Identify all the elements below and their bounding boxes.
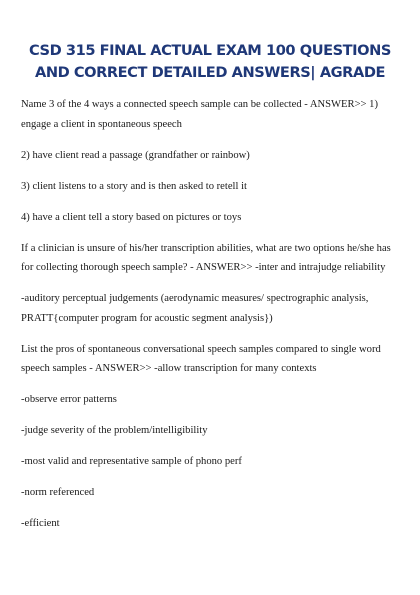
document-body bbox=[21, 95, 400, 545]
paragraph-answer-valid-sample: -most valid and representative sample of phono perf bbox=[21, 456, 242, 467]
paragraph-answer-item-3: 3) client listens to a story and is then asked to retell it bbox=[21, 180, 247, 192]
paragraph-question-2: If a clinician is unsure of his/her transcription abilities, what are two options he/she has for collecting thorough speech sample? - ANSWER>> -inter and intrajudge reliability bbox=[21, 242, 391, 273]
paragraph-answer-severity: -judge severity of the problem/intelligibility bbox=[21, 425, 208, 436]
paragraph-answer-norm-referenced: -norm referenced bbox=[21, 487, 95, 498]
paragraph-answer-item-2: 2) have client read a passage (grandfather or rainbow) bbox=[21, 149, 250, 161]
paragraph-answer-auditory: -auditory perceptual judgements (aerodynamic measures/ spectrographic analysis, PRATT{computer program for acoustic segment analysis}) bbox=[21, 293, 369, 324]
document-title-line-2: AND CORRECT DETAILED ANSWERS| AGRADE bbox=[34, 64, 386, 81]
paragraph-answer-item-4: 4) have a client tell a story based on pictures or toys bbox=[21, 211, 242, 223]
paragraph-question-1: Name 3 of the 4 ways a connected speech sample can be collected - ANSWER>> 1) engage a client in spontaneous speech bbox=[21, 99, 379, 130]
paragraph-question-3: List the pros of spontaneous conversational speech samples compared to single word speech samples - ANSWER>> -allow transcription for many contexts bbox=[21, 343, 381, 374]
document-title-line-1: CSD 315 FINAL ACTUAL EXAM 100 QUESTIONS bbox=[29, 42, 391, 59]
document-title bbox=[14, 40, 406, 84]
paragraph-answer-efficient: -efficient bbox=[21, 518, 60, 529]
paragraph-answer-error-patterns: -observe error patterns bbox=[21, 394, 117, 405]
